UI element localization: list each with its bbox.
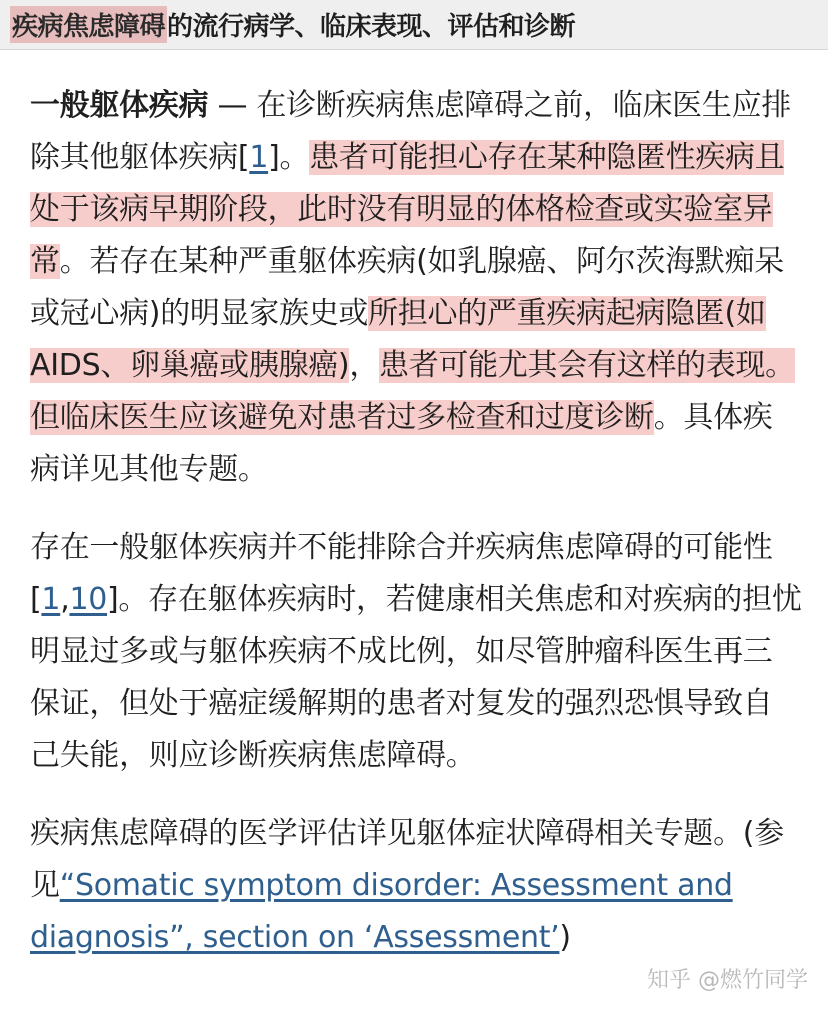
text-segment: ]。存在躯体疾病时，若健康相关焦虑和对疾病的担忧明显过多或与躯体疾病不成比例，如尽管肿瘤科医生再三保证，但处于癌症缓解期的患者对复发的强烈恐惧导致自己失能，则应诊断疾病焦虑障碍。 <box>30 582 802 773</box>
header-title-highlight: 疾病焦虑障碍 <box>10 6 167 43</box>
reference-link-10[interactable]: 10 <box>69 582 108 617</box>
cross-reference-link[interactable]: “Somatic symptom disorder: Assessment and diagnosis”, section on ‘Assessment’ <box>30 868 733 955</box>
paragraph-comorbidity <box>30 522 802 782</box>
highlighted-text: 患者可能担心存在某种隐匿性疾病且处于该病早期阶段，此时没有明显的体格检查或实验室异常 <box>30 140 785 279</box>
reference-separator: , <box>60 582 70 617</box>
text-segment: 。若存在某种严重躯体疾病(如乳腺癌、阿尔茨海默痴呆或冠心病)的明显家族史或 <box>30 244 784 331</box>
paragraph-assessment <box>30 808 802 964</box>
reference-link-1[interactable]: 1 <box>249 140 269 175</box>
header-title: 的流行病学、临床表现、评估和诊断 <box>167 12 576 42</box>
article-body <box>30 80 802 990</box>
text-segment: ， <box>349 348 380 383</box>
highlighted-text: 患者可能尤其会有这样的表现。但临床医生应该避免对患者过多检查和过度诊断 <box>30 348 795 435</box>
text-segment: ]。 <box>268 140 310 175</box>
section-term: 一般躯体疾病 <box>30 88 209 123</box>
highlighted-text: 所担心的严重疾病起病隐匿(如AIDS、卵巢癌或胰腺癌) <box>30 296 766 383</box>
page-header <box>0 0 828 50</box>
text-segment: 存在一般躯体疾病并不能排除合并疾病焦虑障碍的可能性[ <box>30 530 773 617</box>
text-segment: 。具体疾病详见其他专题。 <box>30 400 773 487</box>
paragraph-general-disease <box>30 80 802 496</box>
text-segment: — 在诊断疾病焦虑障碍之前，临床医生应排除其他躯体疾病[ <box>30 88 791 175</box>
watermark: 知乎 @燃竹同学 <box>647 968 808 993</box>
reference-link-1[interactable]: 1 <box>41 582 61 617</box>
text-segment: 疾病焦虑障碍的医学评估详见躯体症状障碍相关专题。(参见 <box>30 816 784 903</box>
text-segment: ) <box>559 920 571 955</box>
